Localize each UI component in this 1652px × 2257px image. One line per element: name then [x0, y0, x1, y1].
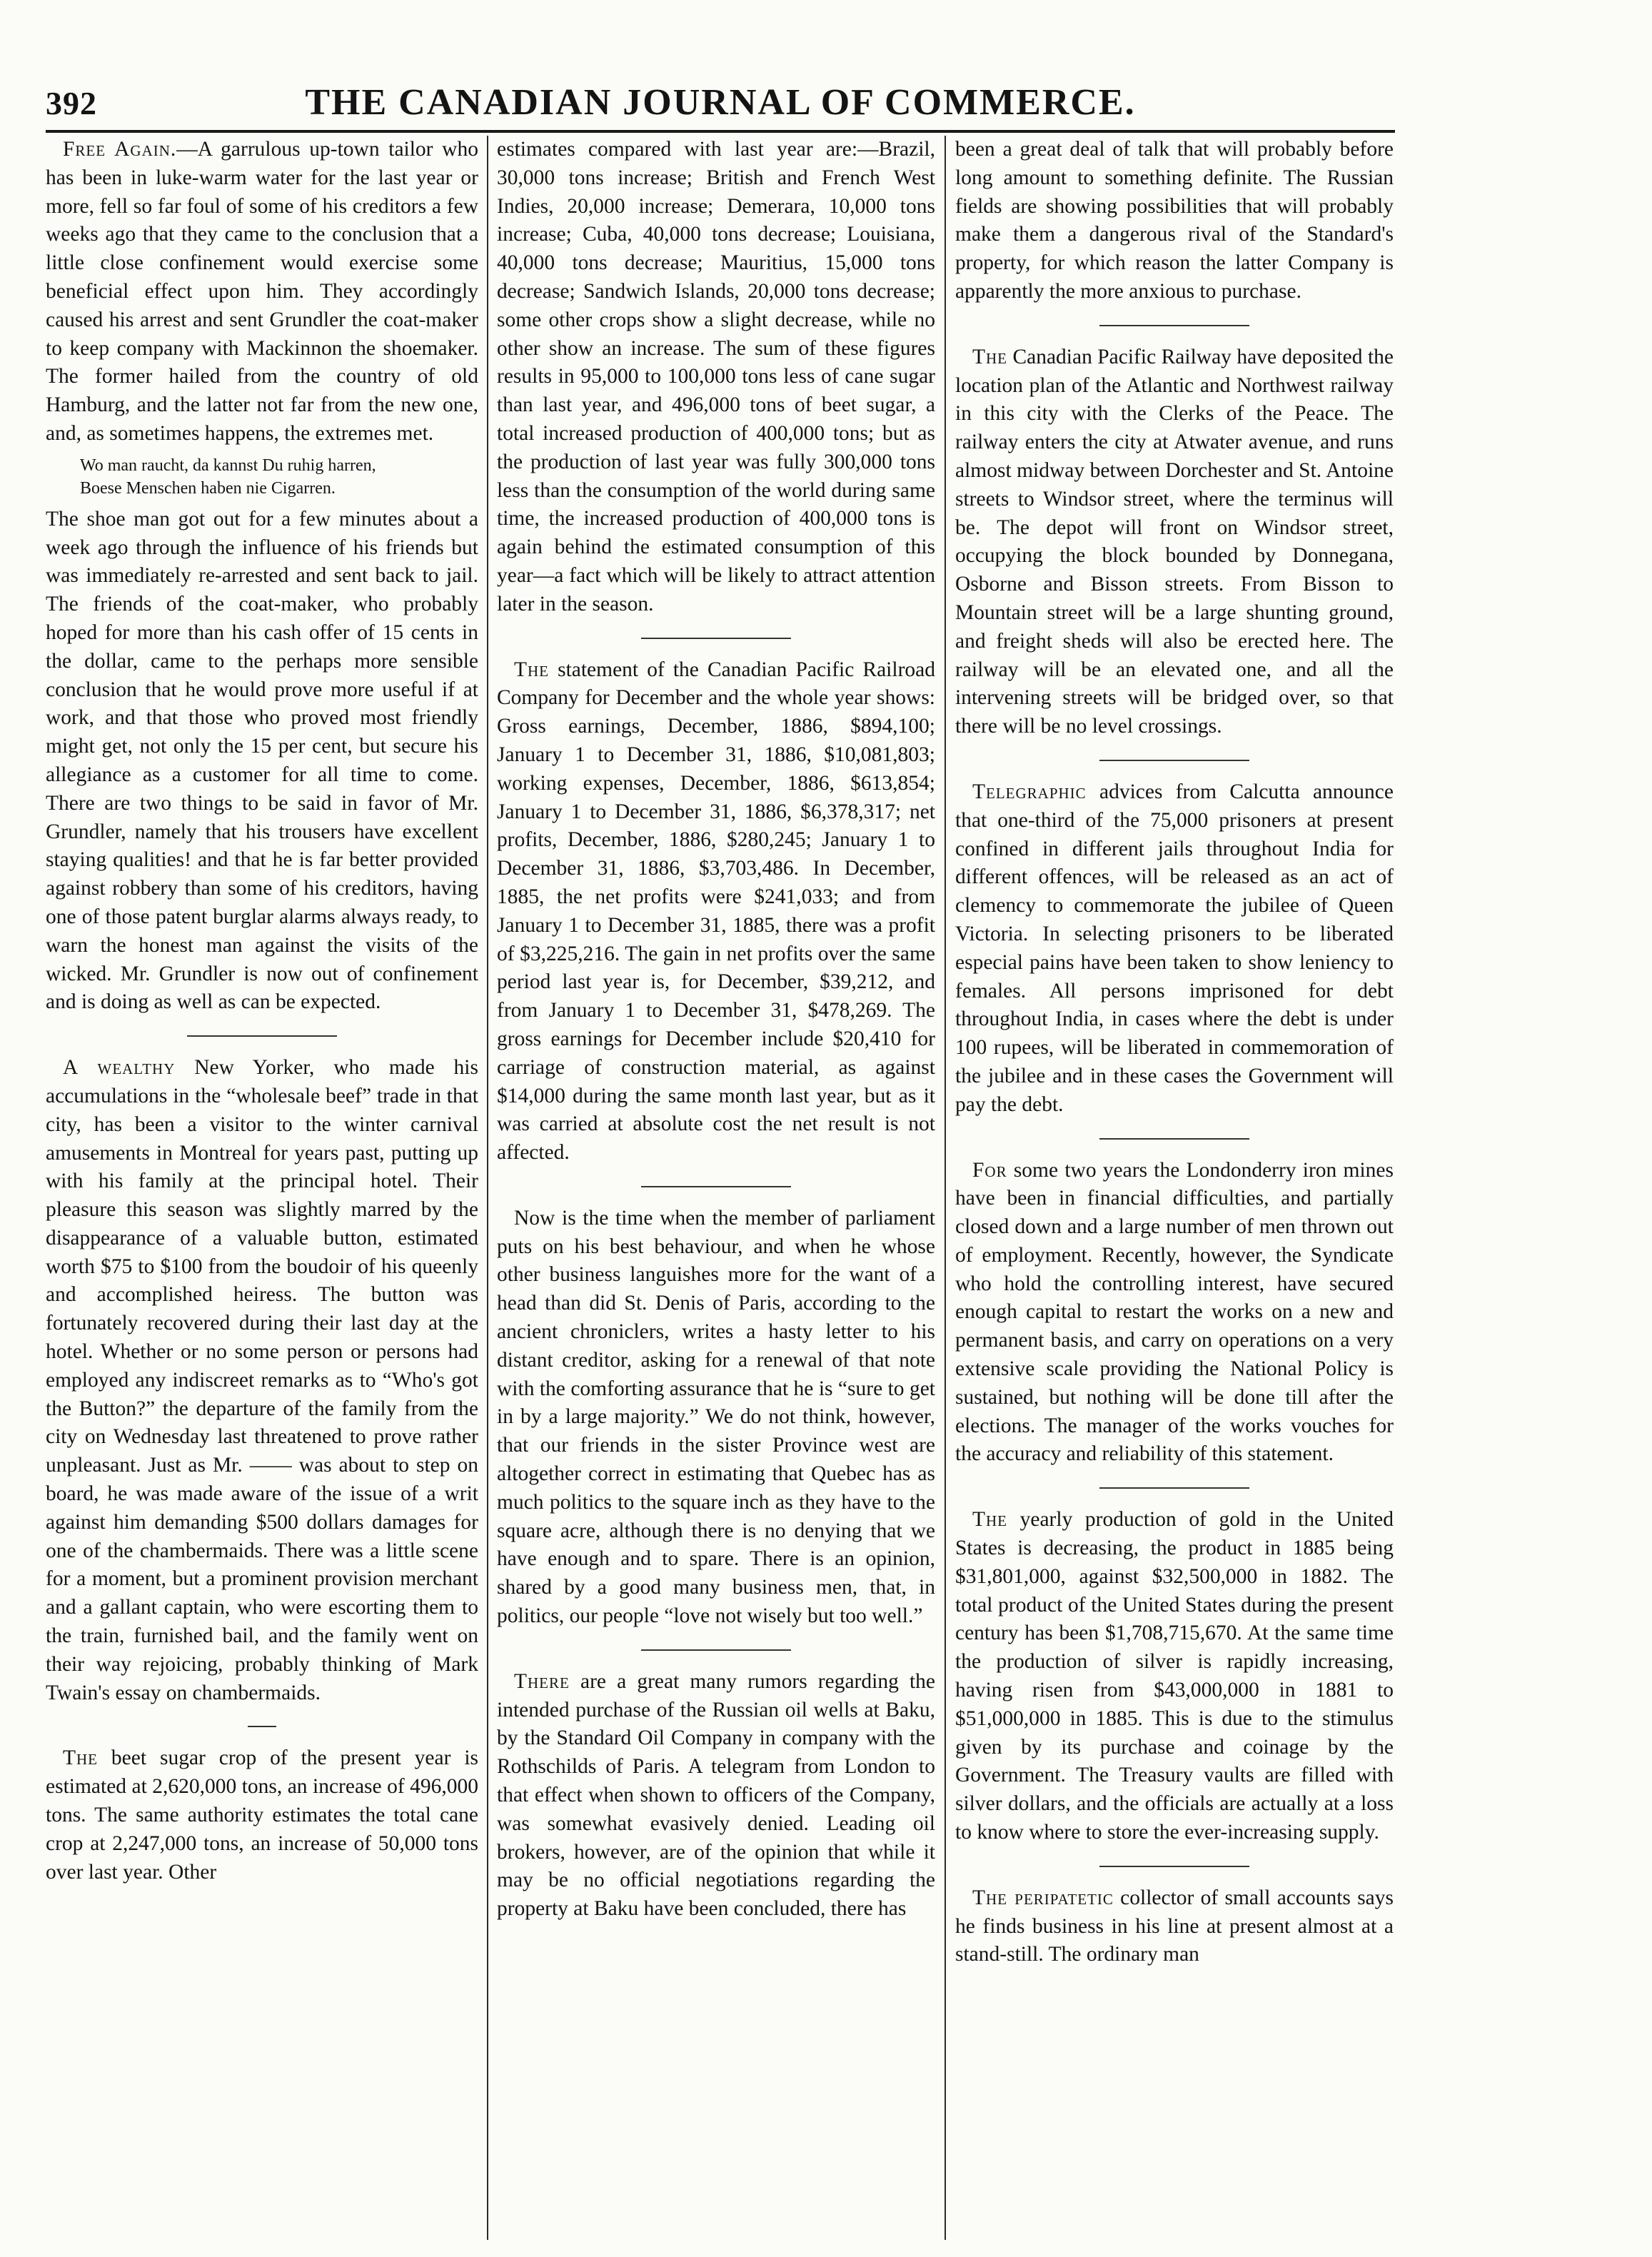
article-body: advices from Calcutta announce that one-third of the 75,000 prisoners at present confined in different jails throughout India for different offences, will be released as an act of clemency to commemorate the jubilee of Queen Victoria. In selecting prisoners to be liberated especial pains have been taken to show leniency to females. All persons imprisoned for debt throughout India, in cases where the debt is under 100 rupees, will be liberated in commemoration of the jubilee and in these cases the Government will pay the debt.: [955, 780, 1394, 1116]
article-separator: [1099, 1866, 1249, 1867]
column-3: [955, 136, 1394, 2240]
page-header: [46, 79, 1395, 129]
column-2: [497, 136, 935, 2240]
article-body: yearly production of gold in the United States is decreasing, the product in 1885 being $31,801,000, against $32,500,000 in 1882. The total product of the United States during the present century has been $1,708,715,670. At the same time the production of silver is rapidly increasing, having risen from $43,000,000 in 1881 to $51,000,000 in 1885. This is due to the stimulus given by its purchase and coinage by the Government. The Treasury vaults are filled with silver dollars, and the officials are actually at a loss to know where to store the ever-increasing supply.: [955, 1508, 1394, 1844]
article-separator: [1099, 1487, 1249, 1489]
article-oil-wells: [497, 1668, 935, 1924]
article-now-is-the-time: Now is the time when the member of parliament puts on his best behaviour, and when he whose other business languishes more for the want of a head than did St. Denis of Paris, according to the ancient chroniclers, writes a hasty letter to his distant creditor, asking for a renewal of that note with the comforting assurance that he is “sure to get in by a large majority.” We do not think, however, that our friends in the sister Province west are altogether correct in estimating that Quebec has as much politics to the square inch as they have to the square acre, although there is no denying that we have enough and to spare. There is an opinion, shared by a good many business men, that, in politics, our people “love not wisely but too well.”: [497, 1206, 935, 1628]
article-separator: [1099, 1138, 1249, 1140]
page-number: 392: [46, 85, 97, 121]
german-verse: [80, 454, 478, 500]
article-oil-wells-continued: been a great deal of talk that will probably before long amount to something definite. The Russian fields are showing possibilities that will probably make them a dangerous rival of the Standard's property, for which reason the latter Company is apparently the more anxious to purchase.: [955, 138, 1394, 303]
article-body: collector of small accounts says he finds business in his line at present almost at a stand-still. The ordinary man: [955, 1886, 1394, 1966]
journal-title: THE CANADIAN JOURNAL OF COMMERCE.: [305, 82, 1136, 123]
article-londonderry: [955, 1157, 1394, 1469]
article-free-again: [46, 136, 478, 448]
article-lead: Telegraphic: [972, 780, 1087, 803]
article-body: Canadian Pacific Railway have deposited the location plan of the Atlantic and Northwest railway in this city with the Clerks of the Peace. The railway enters the city at Atwater avenue, and runs almost midway between Dorchester and St. Antoine streets to Windsor street, where the terminus will be. The depot will front on Windsor street, occupying the block bounded by Donnegana, Osborne and Bisson streets. From Bisson to Mountain street will be a large shunting ground, and freight sheds will also be erected here. The railway will be an elevated one, and all the intervening streets will be bridged over, so that there will be no level crossings.: [955, 345, 1394, 738]
article-lead: For: [972, 1158, 1007, 1182]
article-body: some two years the Londonderry iron mines have been in financial difficulties, and partially closed down and a large number of men thrown out of employment. Recently, however, the Syndicate who hold the controlling interest, have secured enough capital to restart the works on a new and permanent basis, and carry on operations on a very extensive scale providing the National Policy is sustained, but nothing will be done till after the elections. The manager of the works vouches for the accuracy and reliability of this statement.: [955, 1158, 1394, 1466]
header-rule: [46, 130, 1395, 133]
column-divider: [487, 136, 488, 2240]
article-lead: The: [972, 1508, 1008, 1532]
article-body: statement of the Canadian Pacific Railroad Company for December and the whole year shows: Gross earnings, December, 1886, $894,100; January 1 to December 31, 1886, $10,081,803; working expenses, December, 1886, $613,854; January 1 to December 31, 1886, $6,378,317; net profits, December, 1886, $280,245; January 1 to December 31, 1886, $3,703,486. In December, 1885, the net profits were $241,033; and from January 1 to December 31, 1885, there was a profit of $3,225,216. The gain in net profits over the same period last year is, for December, $39,212, and from January 1 to December 31, $478,269. The gross earnings for December include $20,410 for carriage of construction material, as against $14,000 during the same month last year, but as it was carried at absolute cost the net result is not affected.: [497, 658, 935, 1165]
article-separator: [187, 1035, 337, 1037]
article-beet-sugar: [46, 1744, 478, 1886]
article-separator: [641, 1186, 791, 1187]
column-1: [46, 136, 478, 2240]
article-lead: The: [514, 658, 550, 681]
article-body: New Yorker, who made his accumulations in the “wholesale beef” trade in that city, has been a visitor to the winter carnival amusements in Montreal for years past, putting up with his family at the principal hotel. Their pleasure this season was slightly marred by the disappearance of a valuable button, estimated worth $75 to $100 from the boudoir of his queenly and accomplished heiress. The button was fortunately recovered during their last day at the hotel. Whether or no some person or persons had employed any indiscreet remarks as to “Who's got the Button?” the departure of the family from the city on Wednesday last threatened to prove rather unpleasant. Just as Mr. —— was about to step on board, he was made aware of the issue of a writ against him demanding $500 dollars damages for one of the chambermaids. There was a little scene for a moment, but a prominent provision merchant and a gallant captain, who were escorting them to the train, furnished bail, and the family went on their way rejoicing, probably thinking of Mark Twain's essay on chambermaids.: [46, 1056, 478, 1704]
article-lead: The: [63, 1746, 99, 1770]
verse-line: Wo man raucht, da kannst Du ruhig harren,: [80, 456, 376, 475]
article-beet-sugar-continued: estimates compared with last year are:—Brazil, 30,000 tons increase; British and French West Indies, 20,000 increase; Demerara, 10,000 tons increase; Cuba, 40,000 tons decrease; Louisiana, 40,000 tons decrease; Mauritius, 15,000 tons decrease; Sandwich Islands, 20,000 tons decrease; some other crops show a slight decrease, while no other show an increase. The sum of these figures results in 95,000 to 100,000 tons less of cane sugar than last year, and 496,000 tons of beet sugar, a total increased production of 400,000 tons; but as the production of last year was fully 300,000 tons less than the consumption of the world during same time, the increased production of 400,000 tons is again behind the estimated consumption of this year—a fact which will be likely to attract attention later in the season.: [497, 138, 935, 615]
article-gold-production: [955, 1506, 1394, 1847]
article-separator: [248, 1726, 276, 1727]
article-cpr-statement: [497, 656, 935, 1167]
article-body: beet sugar crop of the present year is estimated at 2,620,000 tons, an increase of 496,000 tons. The same authority estimates the total cane crop at 2,247,000 tons, an increase of 50,000 tons over last year. Other: [46, 1746, 478, 1884]
article-separator: [641, 1649, 791, 1651]
article-body: are a great many rumors regarding the intended purchase of the Russian oil wells at Baku, by the Standard Oil Company in company with the Rothschilds of Paris. A telegram from London to that effect when shown to officers of the Company, was somewhat evasively denied. Leading oil brokers, however, are of the opinion that while it may be no official negotiations regarding the property at Baku have been concluded, there has: [497, 1669, 935, 1921]
article-wealthy-new-yorker: [46, 1054, 478, 1707]
article-collector: [955, 1884, 1394, 1969]
column-divider: [945, 136, 946, 2240]
article-lead: A wealthy: [63, 1056, 176, 1080]
article-lead: Free Again.: [63, 138, 177, 161]
article-separator: [1099, 760, 1249, 761]
article-body: —A garrulous up-town tailor who has been in luke-warm water for the last year or more, fell so far foul of some of his creditors a few weeks ago that they came to the conclusion that a little close confinement would exercise some beneficial effect upon him. They accordingly caused his arrest and sent Grundler the coat-maker to keep company with Mackinnon the shoemaker. The former hailed from the country of old Hamburg, and the latter not far from the new one, and, as sometimes happens, the extremes met.: [46, 138, 478, 445]
article-separator: [641, 638, 791, 639]
article-cpr-location-plan: [955, 343, 1394, 741]
article-calcutta: [955, 778, 1394, 1120]
article-separator: [1099, 325, 1249, 326]
article-lead: The: [972, 345, 1008, 368]
article-lead: The peripatetic: [972, 1886, 1114, 1909]
article-free-again-continued: The shoe man got out for a few minutes about a week ago through the influence of his friends but was immediately re-arrested and sent back to jail. The friends of the coat-maker, who probably hoped for more than his cash offer of 15 cents in the dollar, came to the perhaps more sensible conclusion that he would prove more useful if at work, and that those who proved most friendly might get, not only the 15 per cent, but secure his allegiance as a customer for all time to come. There are two things to be said in favor of Mr. Grundler, namely that his trousers have excellent staying qualities! and that he is far better provided against robbery than some of his creditors, having one of those patent burglar alarms always ready, to warn the honest man against the visits of the wicked. Mr. Grundler is now out of confinement and is doing as well as can be expected.: [46, 507, 478, 1014]
verse-line: Boese Menschen haben nie Cigarren.: [80, 478, 336, 498]
article-lead: There: [514, 1669, 570, 1693]
